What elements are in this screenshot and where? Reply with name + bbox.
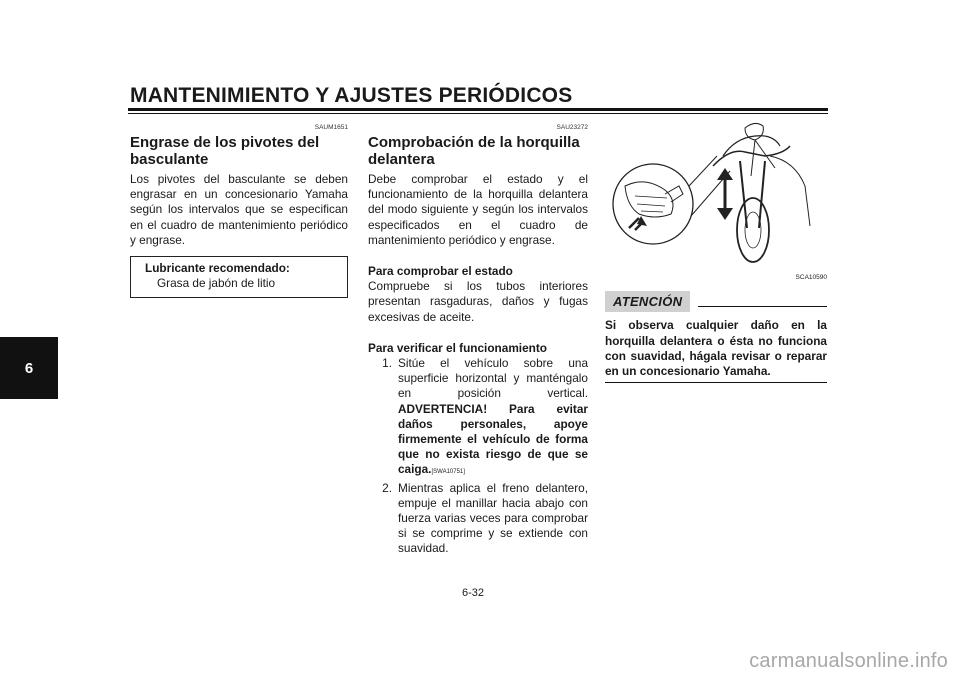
header-rule [128,108,828,111]
atencion-header [605,291,827,312]
chapter-tab: 6 [0,337,58,399]
column-middle [368,124,588,557]
column-left [130,124,348,298]
lubricant-value: Grasa de jabón de litio [157,276,276,291]
warning-text: ADVERTENCIA! Para evitar daños personales, apoye firmemente el vehículo de forma que no exista riesgo de que se caiga. [398,401,588,477]
section-paragraph: Los pivotes del basculante se deben engrasar en un concesionario Yamaha según los intervalos que se especifican en el cuadro de mantenimiento periódico y engrase. [130,172,348,247]
section-heading: Comprobación de la horquilla delantera [368,134,580,168]
atencion-badge: ATENCIÓN [605,291,690,312]
warning-code: [SWA10751] [431,469,465,476]
condition-paragraph: Compruebe si los tubos interiores presentan rasgaduras, daños y fugas excesivas de aceite. [368,279,588,324]
atencion-rule [698,306,827,307]
step-body [398,356,588,481]
fork-illustration [605,116,827,266]
column-right [605,124,827,383]
subheading-condition: Para comprobar el estado [368,264,513,279]
figure-code: SCA10590 [795,274,827,281]
step-text: Mientras aplica el freno delantero, empuje el manillar hacia abajo con fuerza varias veces para comprobar si se comprime y se extiende con suavidad. [398,480,588,556]
list-item [368,356,588,481]
watermark: carmanualsonline.info [749,650,948,672]
step-text: Sitúe el vehículo sobre una superficie horizontal y manténgalo en posición vertical. [398,356,588,401]
section-heading: Engrase de los pivotes del basculante [130,134,320,168]
subheading-operation: Para verificar el funcionamiento [368,340,547,355]
notice-rule [605,382,827,383]
section-code: SAUM1651 [314,124,348,131]
page-title: MANTENIMIENTO Y AJUSTES PERIÓDICOS [130,84,573,107]
list-item [368,481,588,557]
lubricant-title: Lubricante recomendado: [145,261,290,276]
section-code: SAU23272 [556,124,588,131]
page-number: 6-32 [462,587,485,599]
step-number: 2. [382,480,392,495]
step-number: 1. [382,356,392,371]
header-rule-thin [128,113,828,114]
lubricant-box [130,256,348,298]
section-paragraph: Debe comprobar el estado y el funcionamiento de la horquilla delantera del modo siguiente y según los intervalos especificados en el cuadro de mantenimiento periódico y engrase. [368,172,588,247]
atencion-notice: Si observa cualquier daño en la horquilla delantera o ésta no funciona con suavidad, hágala revisar o reparar en un concesionario Yamaha. [605,318,827,379]
motorcycle-fork-illustration [605,116,827,266]
steps-list [368,356,588,557]
